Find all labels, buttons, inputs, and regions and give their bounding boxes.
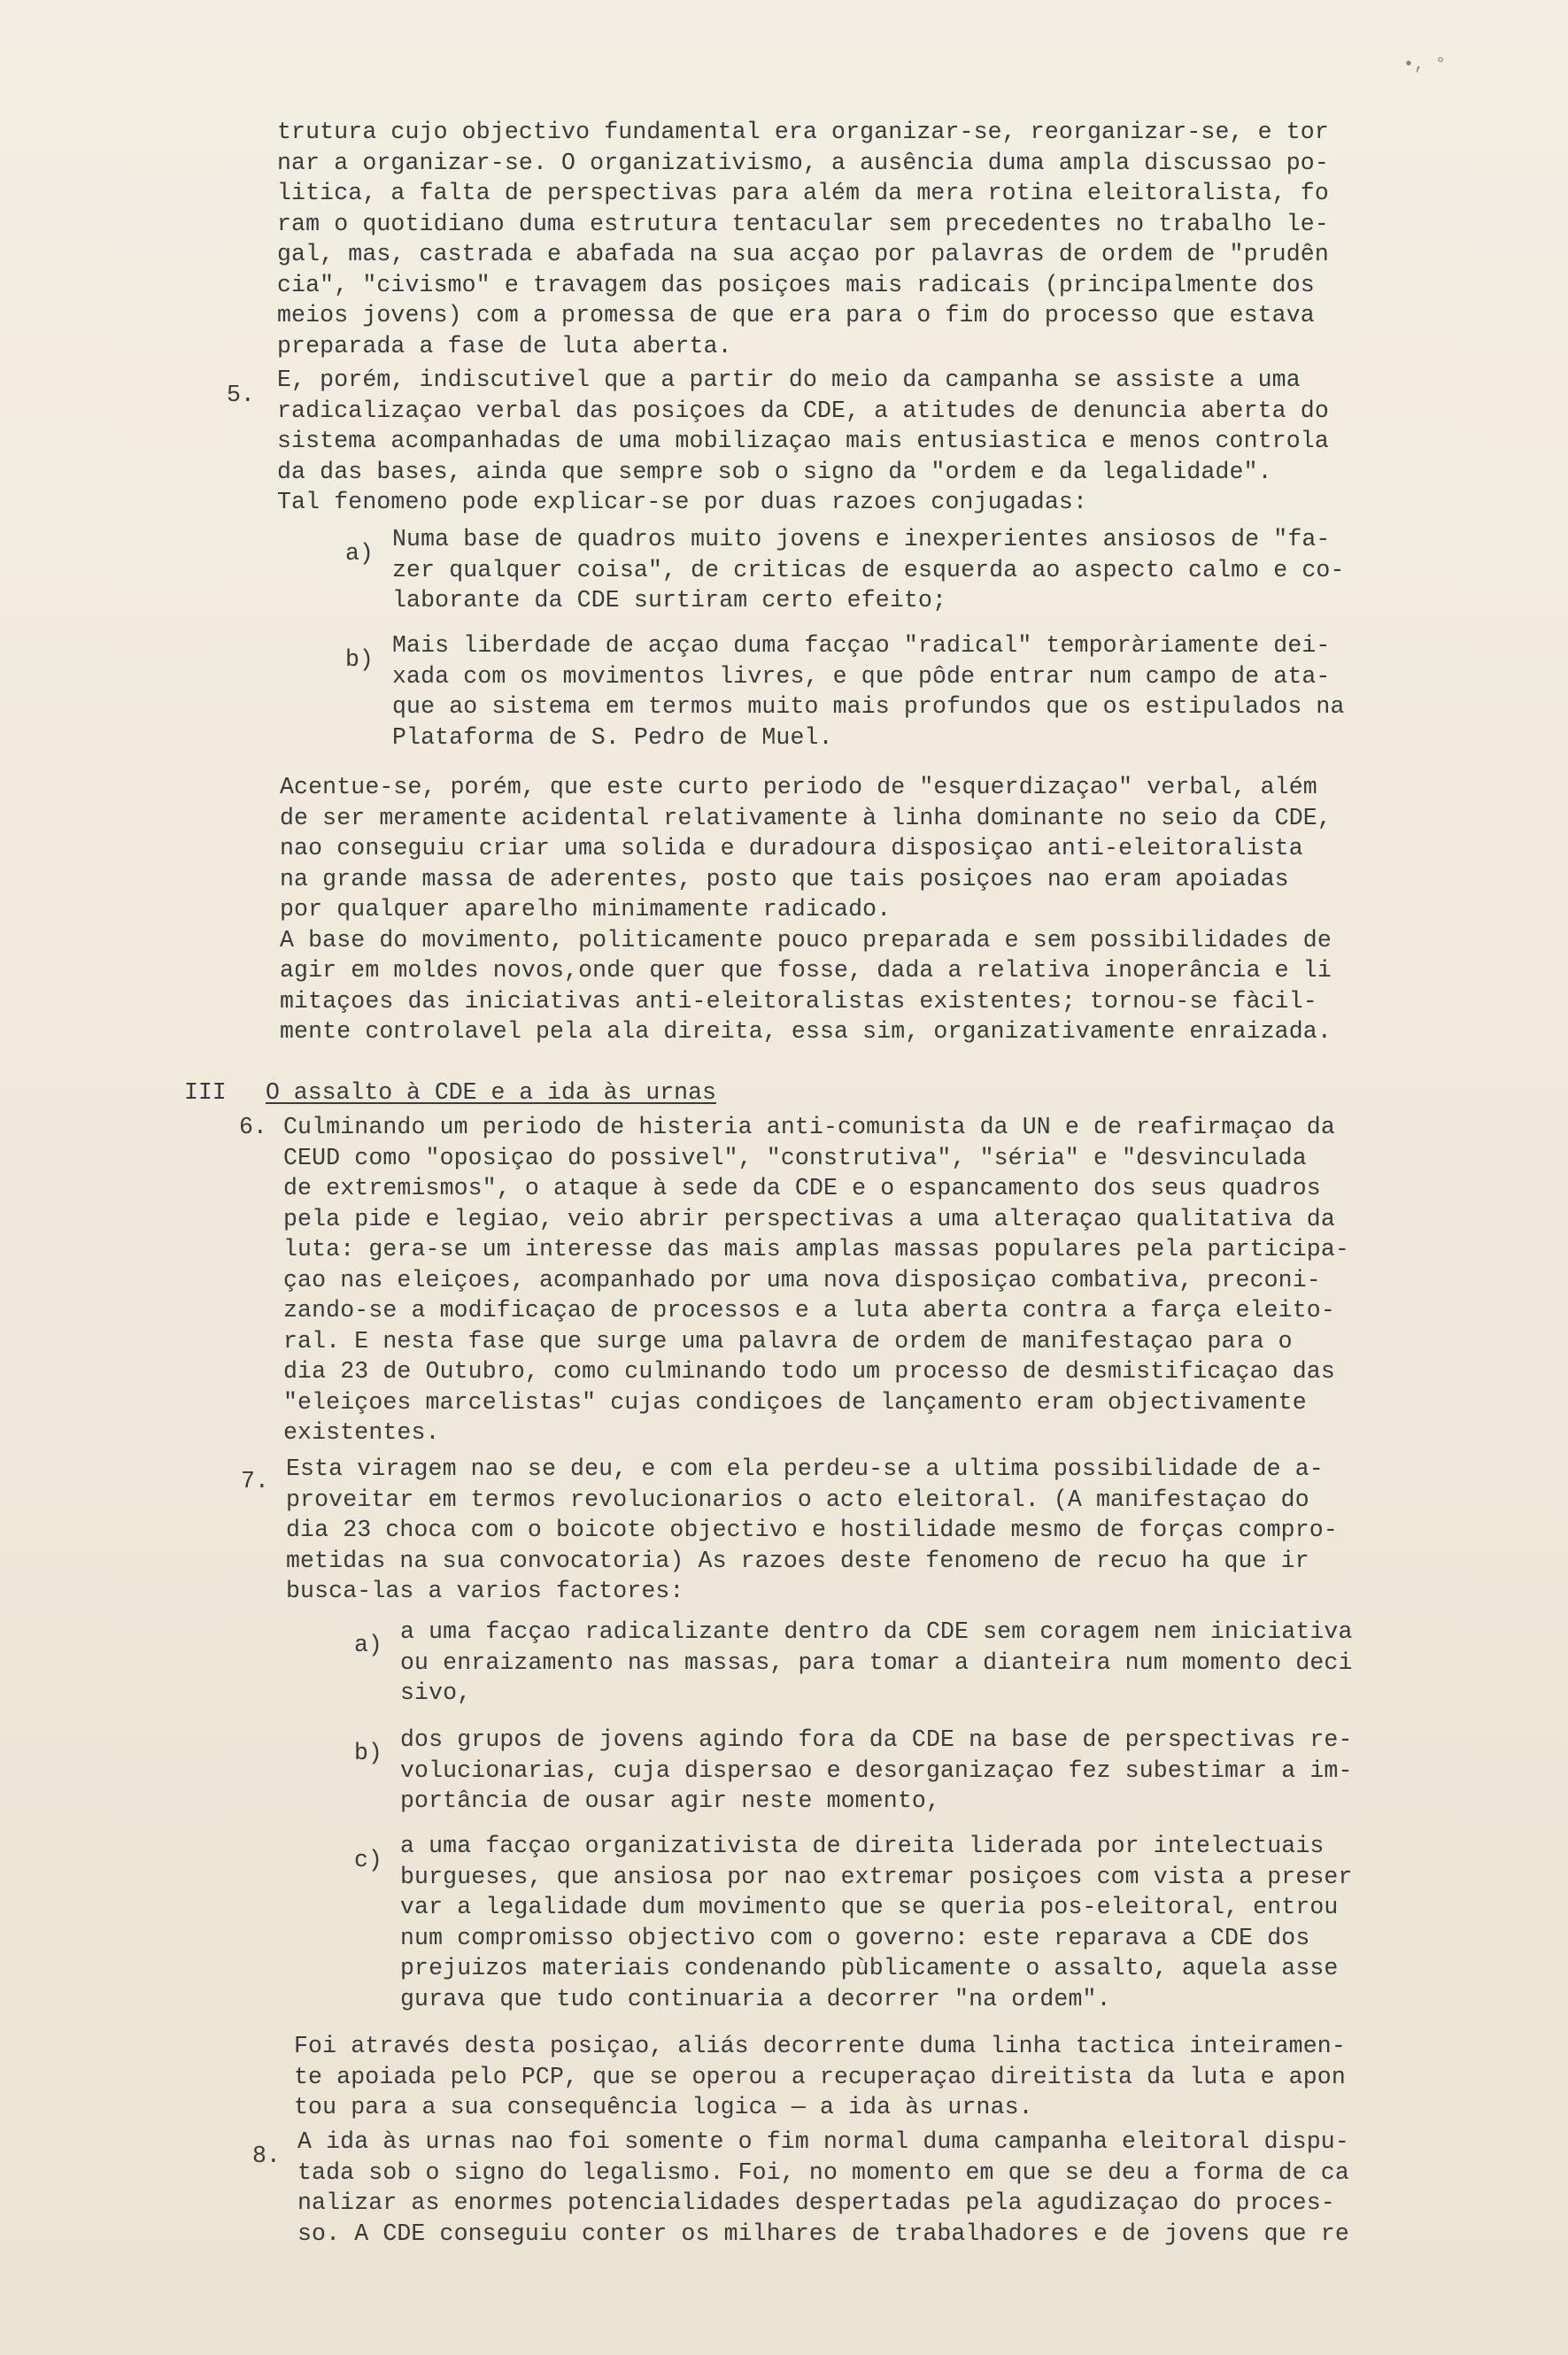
text-line: A base do movimento, politicamente pouco preparada e sem possibilidades de (280, 926, 1332, 954)
text-line: litica, a falta de perspectivas para além da mera rotina eleitoralista, fo (277, 180, 1329, 206)
text-line: trutura cujo objectivo fundamental era organizar-se, reorganizar-se, e tor (277, 119, 1329, 145)
text-line: existentes. (283, 1419, 440, 1446)
point-number-7: 7. (241, 1468, 269, 1494)
section-number: III (184, 1079, 227, 1106)
text-line: nar a organizar-se. O organizativismo, a ausência duma ampla discussao po- (277, 149, 1329, 176)
text-line: Foi através desta posiçao, aliás decorrente duma linha tactica inteiramen- (294, 2033, 1346, 2059)
paragraph-continuation (277, 117, 1329, 361)
text-line: a uma facçao organizativista de direita liderada por intelectuais (400, 1833, 1325, 1859)
text-line: de ser meramente acidental relativamente à linha dominante no seio da CDE, (280, 804, 1332, 831)
text-line: CEUD como "oposiçao do possivel", "construtiva", "séria" e "desvinculada (283, 1144, 1307, 1171)
item-label-a: a) (354, 1632, 382, 1658)
text-line: meios jovens) com a promessa de que era para o fim do processo que estava (277, 302, 1315, 328)
point-7-item-b (400, 1725, 1353, 1817)
point-8-text (297, 2127, 1349, 2249)
text-line: cia", "civismo" e travagem das posiçoes mais radicais (principalmente dos (277, 271, 1315, 298)
point-7-text (286, 1454, 1338, 1607)
text-line: Plataforma de S. Pedro de Muel. (392, 723, 833, 751)
text-line: tada sob o signo do legalismo. Foi, no momento em que se deu a forma de ca (297, 2158, 1349, 2186)
text-line: Mais liberdade de acçao duma facçao "radical" temporàriamente dei- (392, 632, 1331, 659)
text-line: preparada a fase de luta aberta. (277, 332, 732, 359)
text-line: çao nas eleiçoes, acompanhado por uma nova disposiçao combativa, preconi- (283, 1266, 1321, 1293)
text-line: luta: gera-se um interesse das mais amplas massas populares pela participa- (283, 1236, 1349, 1262)
text-line: num compromisso objectivo com o governo: este reparava a CDE dos (400, 1924, 1310, 1951)
text-line: portância de ousar agir neste momento, (400, 1787, 940, 1814)
text-line: "eleiçoes marcelistas" cujas condiçoes de lançamento eram objectivamente (283, 1388, 1307, 1416)
point-7-conclusion (294, 2031, 1346, 2123)
point-5-item-b (392, 630, 1345, 753)
point-number-8: 8. (252, 2143, 281, 2169)
section-heading: O assalto à CDE e a ida às urnas (266, 1079, 716, 1106)
text-line: prejuizos materiais condenando pùblicamente o assalto, aquela asse (400, 1955, 1339, 1981)
text-line: a uma facçao radicalizante dentro da CDE sem coragem nem iniciativa (400, 1618, 1353, 1645)
text-line: busca-las a varios factores: (286, 1578, 684, 1604)
text-line: var a legalidade dum movimento que se queria pos-eleitoral, entrou (400, 1894, 1339, 1920)
text-line: mitaçoes das iniciativas anti-eleitoralistas existentes; tornou-se fàcil- (280, 987, 1317, 1015)
text-line: Acentue-se, porém, que este curto periodo de "esquerdizaçao" verbal, além (280, 774, 1317, 800)
point-number-5: 5. (227, 382, 255, 408)
text-line: volucionarias, cuja dispersao e desorganizaçao fez subestimar a im- (400, 1757, 1353, 1784)
text-line: xada com os movimentos livres, e que pôde entrar num campo de ata- (392, 662, 1331, 690)
text-line: dos grupos de jovens agindo fora da CDE na base de perspectivas re- (400, 1726, 1353, 1753)
text-line: mente controlavel pela ala direita, essa sim, organizativamente enraizada. (280, 1018, 1332, 1045)
text-line: gal, mas, castrada e abafada na sua acçao por palavras de ordem de "prudên (277, 241, 1329, 267)
text-line: sivo, (400, 1679, 472, 1706)
point-6-text (283, 1112, 1349, 1448)
text-line: zer qualquer coisa", de criticas de esquerda ao aspecto calmo e co- (392, 556, 1345, 583)
point-5-item-a (392, 524, 1345, 616)
text-line: gurava que tudo continuaria a decorrer "na ordem". (400, 1985, 1111, 2012)
point-5-conclusion (280, 772, 1332, 1047)
text-line: burgueses, que ansiosa por nao extremar posiçoes com vista a preser (400, 1863, 1353, 1890)
text-line: que ao sistema em termos muito mais profundos que os estipulados na (392, 693, 1345, 720)
text-line: zando-se a modificaçao de processos e a luta aberta contra a farça eleito- (283, 1297, 1335, 1324)
text-line: metidas na sua convocatoria) As razoes deste fenomeno de recuo ha que ir (286, 1547, 1309, 1574)
text-line: tou para a sua consequência logica — a ida às urnas. (294, 2094, 1033, 2120)
point-5-text (277, 365, 1329, 518)
text-line: ram o quotidiano duma estrutura tentacular sem precedentes no trabalho le- (277, 210, 1329, 237)
text-line: ou enraizamento nas massas, para tomar a dianteira num momento deci (400, 1648, 1353, 1676)
text-line: te apoiada pelo PCP, que se operou a recuperaçao direitista da luta e apon (294, 2063, 1346, 2090)
text-line: ral. E nesta fase que surge uma palavra de ordem de manifestaçao para o (283, 1327, 1293, 1355)
item-label-c: c) (354, 1847, 382, 1873)
text-line: dia 23 choca com o boicote objectivo e hostilidade mesmo de forças compro- (286, 1517, 1338, 1543)
text-line: Esta viragem nao se deu, e com ela perdeu-se a ultima possibilidade de a- (286, 1455, 1324, 1482)
point-7-item-c (400, 1831, 1353, 2014)
text-line: radicalizaçao verbal das posiçoes da CDE, a atitudes de denuncia aberta do (277, 397, 1329, 424)
text-line: Numa base de quadros muito jovens e inexperientes ansiosos de "fa- (392, 526, 1331, 552)
text-line: na grande massa de aderentes, posto que tais posiçoes nao eram apoiadas (280, 865, 1289, 892)
text-line: so. A CDE conseguiu conter os milhares de trabalhadores e de jovens que re (297, 2220, 1349, 2247)
corner-mark: •, ° (1403, 55, 1447, 75)
text-line: A ida às urnas nao foi somente o fim normal duma campanha eleitoral dispu- (297, 2128, 1349, 2155)
text-line: Tal fenomeno pode explicar-se por duas razoes conjugadas: (277, 489, 1087, 515)
text-line: proveitar em termos revolucionarios o acto eleitoral. (A manifestaçao do (286, 1486, 1309, 1513)
point-7-item-a (400, 1617, 1353, 1709)
text-line: nalizar as enormes potencialidades despertadas pela agudizaçao do proces- (297, 2189, 1335, 2216)
text-line: de extremismos", o ataque à sede da CDE e o espancamento dos seus quadros (283, 1175, 1321, 1201)
text-line: E, porém, indiscutivel que a partir do meio da campanha se assiste a uma (277, 367, 1301, 393)
text-line: nao conseguiu criar uma solida e duradoura disposiçao anti-eleitoralista (280, 835, 1303, 861)
text-line: dia 23 de Outubro, como culminando todo um processo de desmistificaçao das (283, 1358, 1335, 1385)
text-line: por qualquer aparelho minimamente radicado. (280, 896, 892, 923)
text-line: laborante da CDE surtiram certo efeito; (392, 587, 947, 614)
point-number-6: 6. (239, 1114, 267, 1140)
text-line: Culminando um periodo de histeria anti-comunista da UN e de reafirmaçao da (283, 1114, 1335, 1140)
text-line: sistema acompanhadas de uma mobilizaçao mais entusiastica e menos controla (277, 428, 1329, 454)
text-line: pela pide e legiao, veio abrir perspectivas a uma alteraçao qualitativa da (283, 1205, 1335, 1232)
text-line: agir em moldes novos,onde quer que fosse, dada a relativa inoperância e li (280, 957, 1332, 984)
text-line: da das bases, ainda que sempre sob o signo da "ordem e da legalidade". (277, 458, 1272, 485)
item-label-b: b) (354, 1740, 382, 1766)
item-label-b: b) (345, 646, 374, 673)
item-label-a: a) (345, 540, 374, 567)
